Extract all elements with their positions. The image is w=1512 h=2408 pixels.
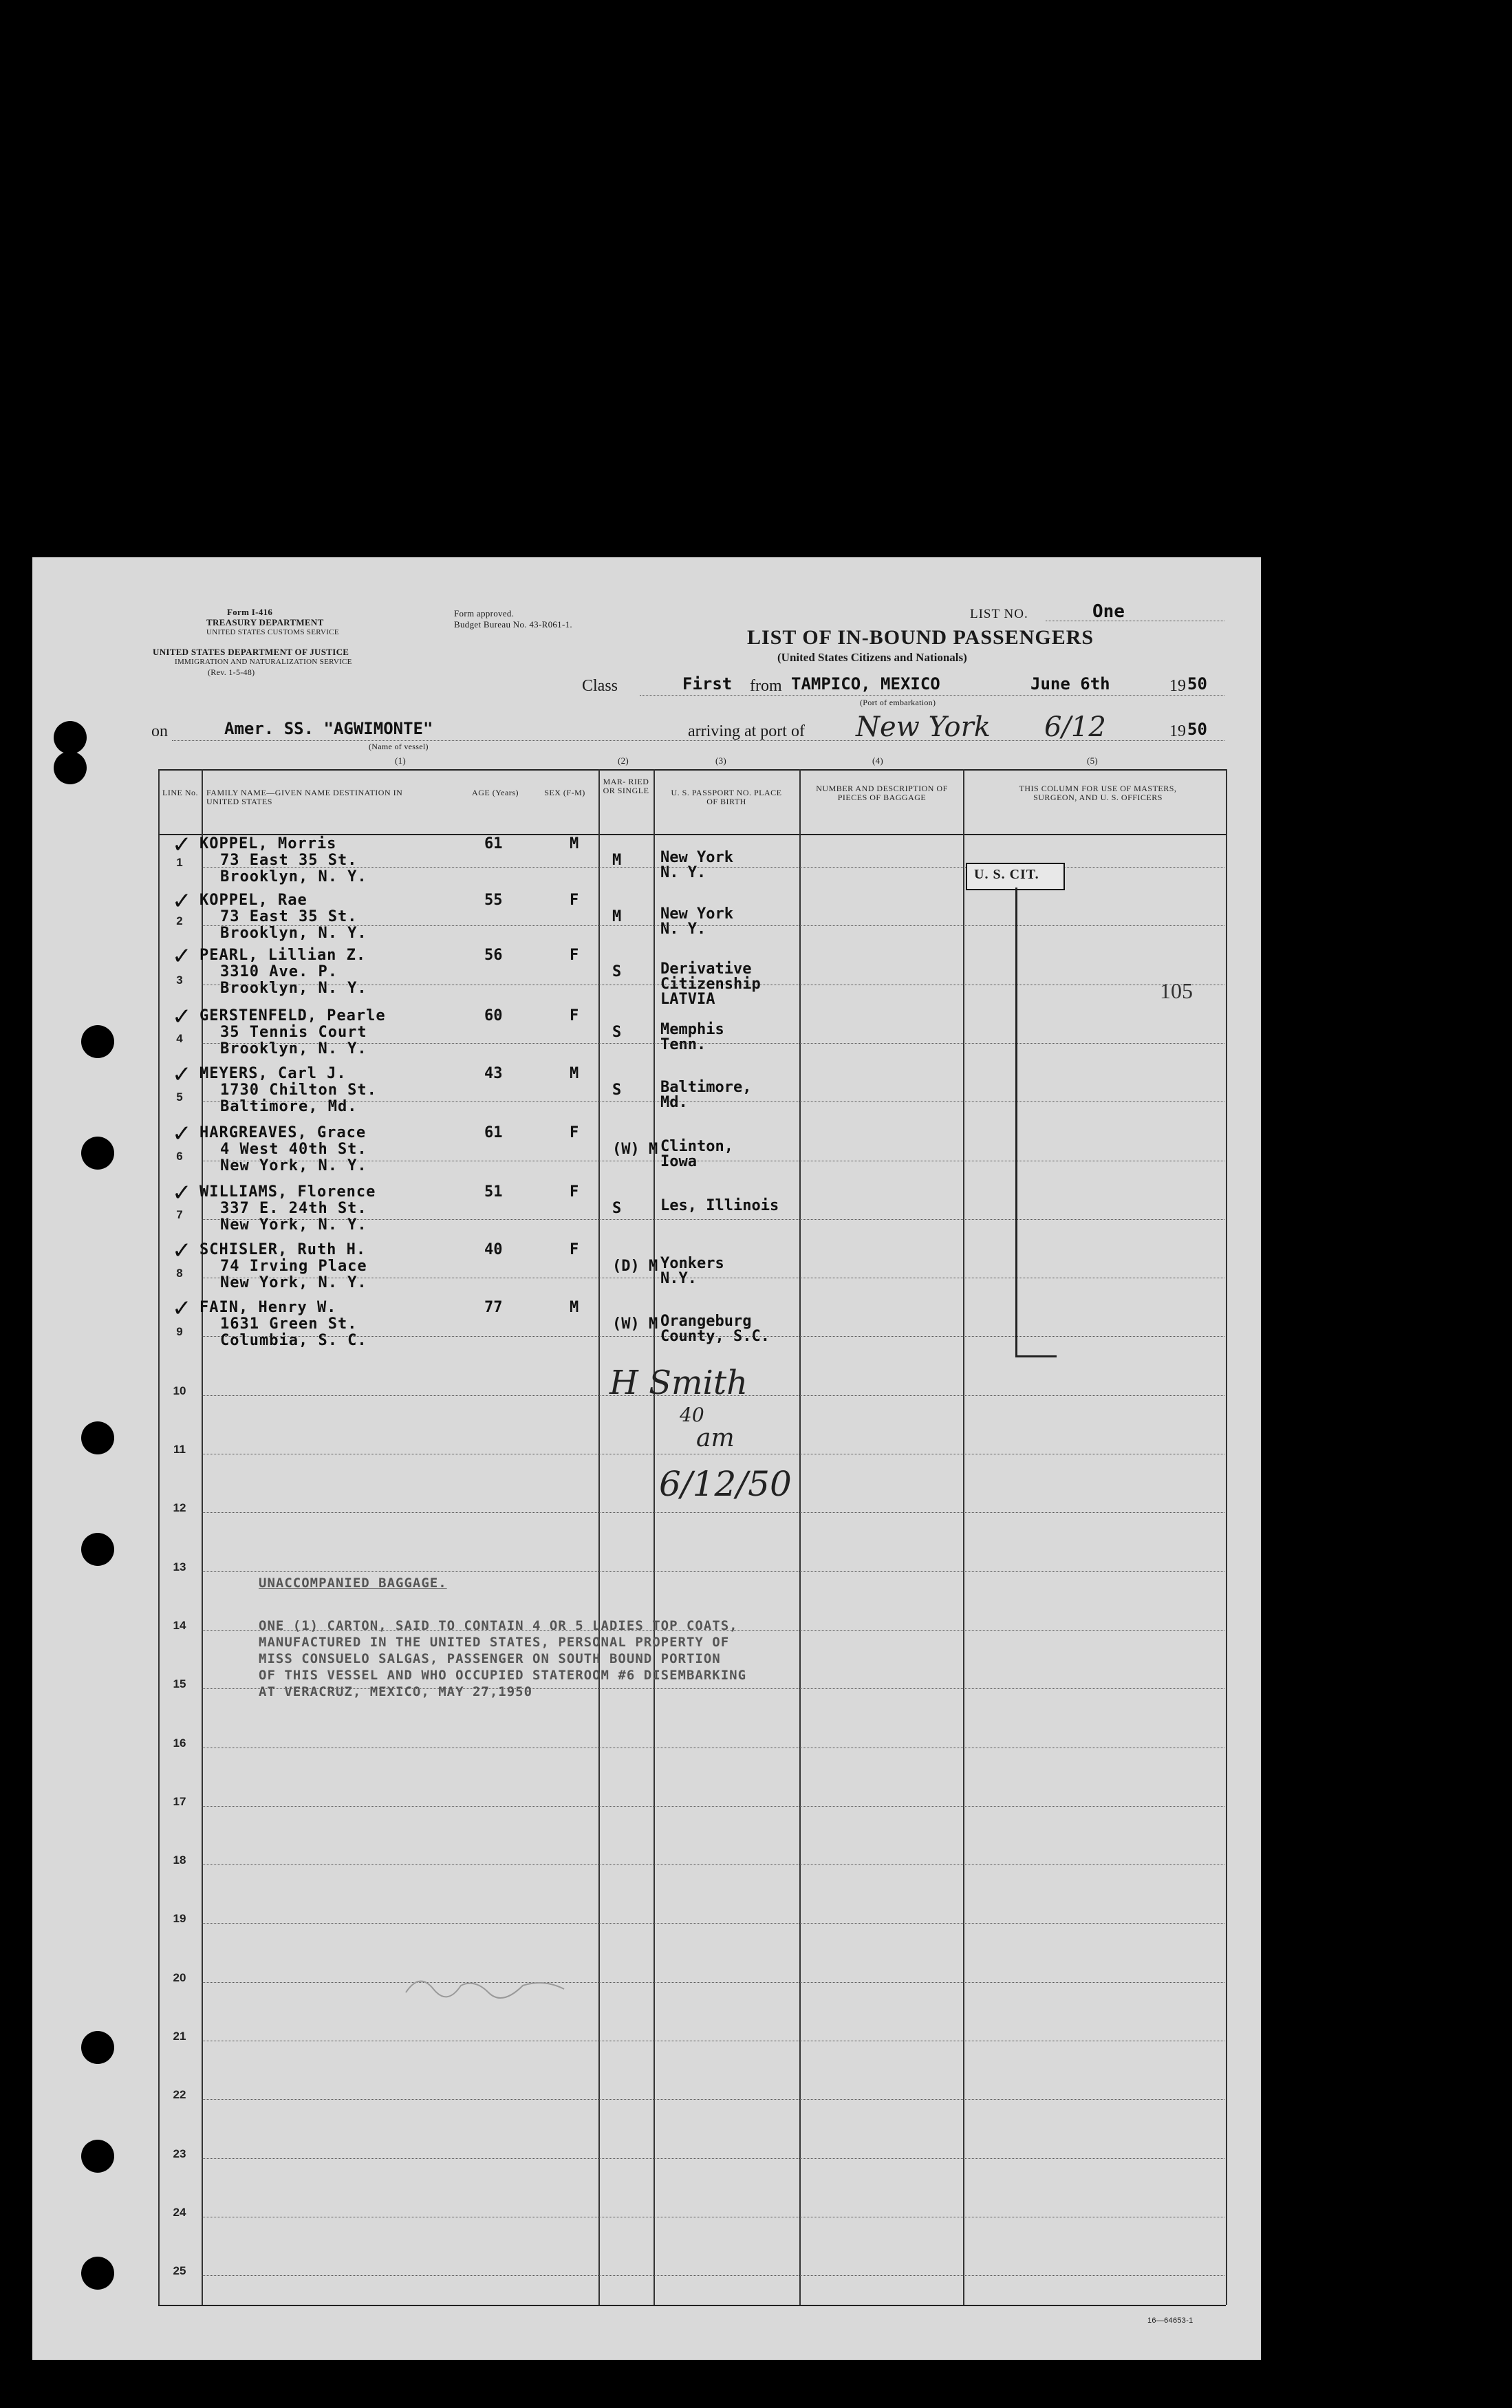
line-number: 15 [173, 1677, 186, 1690]
officer-signature: H Smith [609, 1364, 748, 1402]
col-age: AGE (Years) [472, 788, 519, 797]
baggage-line: OF THIS VESSEL AND WHO OCCUPIED STATEROOM #6 DISEMBARKING [259, 1668, 747, 1683]
arrival-year-prefix: 19 [1169, 722, 1186, 740]
line-number: 14 [173, 1619, 186, 1632]
line-number: 21 [173, 2030, 186, 2043]
row-line [202, 1923, 1224, 1924]
passenger-marital: S [612, 963, 622, 980]
passenger-age: 51 [484, 1183, 503, 1201]
punch-hole [81, 1137, 114, 1170]
passenger-address: 1730 Chilton St. [220, 1082, 377, 1099]
passenger-marital: M [612, 852, 622, 869]
punch-hole [81, 1421, 114, 1454]
passenger-address: 74 Irving Place [220, 1258, 367, 1275]
list-no-value: One [1092, 601, 1125, 622]
passenger-name: HARGREAVES, Grace [199, 1124, 367, 1141]
line-number: 6 [176, 1150, 183, 1163]
line-number: 11 [173, 1443, 186, 1456]
passenger-name: KOPPEL, Rae [199, 892, 307, 909]
passenger-age: 43 [484, 1065, 503, 1082]
form-subtitle: (United States Citizens and Nationals) [777, 651, 967, 664]
line-number: 25 [173, 2264, 186, 2277]
row-line [202, 2275, 1224, 2276]
vessel-name: Amer. SS. "AGWIMONTE" [224, 719, 433, 738]
line-number: 10 [173, 1384, 186, 1397]
col-line-no: LINE No. [162, 788, 198, 797]
row-line [202, 1864, 1224, 1865]
col-name: FAMILY NAME—GIVEN NAME DESTINATION IN UNITED STATES [206, 788, 403, 806]
passenger-age: 60 [484, 1007, 503, 1024]
passenger-address: Brooklyn, N. Y. [220, 1040, 367, 1057]
passenger-sex: M [570, 1299, 579, 1316]
officer-time: 40 [680, 1404, 704, 1426]
row-line [202, 1806, 1224, 1807]
passenger-name: WILLIAMS, Florence [199, 1183, 376, 1201]
line-number: 3 [176, 974, 183, 987]
arrival-port: New York [856, 711, 991, 743]
port-embark-caption: (Port of embarkation) [860, 698, 936, 707]
passenger-birthplace: Memphis [660, 1021, 724, 1038]
passenger-sex: F [570, 1124, 579, 1141]
line-number: 20 [173, 1971, 186, 1984]
passenger-birthplace: Les, Illinois [660, 1197, 779, 1214]
passenger-birthplace: Yonkers [660, 1255, 724, 1272]
line-number: 8 [176, 1267, 183, 1280]
punch-hole [81, 2140, 114, 2173]
budget-bureau: Budget Bureau No. 43-R061-1. [454, 619, 572, 630]
punch-hole [54, 721, 87, 754]
passenger-birthplace: LATVIA [660, 991, 715, 1008]
ins-label: IMMIGRATION AND NATURALIZATION SERVICE [175, 658, 352, 666]
line-number: 12 [173, 1501, 186, 1514]
line-number: 1 [176, 856, 183, 869]
passenger-age: 55 [484, 892, 503, 909]
passenger-sex: F [570, 1007, 579, 1024]
col-num-1: (1) [395, 755, 407, 766]
check-mark: ✓ [172, 1003, 192, 1031]
row-line [202, 2099, 1224, 2100]
baggage-line: MISS CONSUELO SALGAS, PASSENGER ON SOUTH BOUND PORTION [259, 1651, 721, 1666]
line-number: 24 [173, 2206, 186, 2219]
line-number: 7 [176, 1208, 183, 1221]
passenger-birthplace: County, S.C. [660, 1328, 770, 1345]
passenger-address: 73 East 35 St. [220, 852, 358, 869]
list-no-label: LIST NO. [970, 607, 1028, 621]
customs-service: UNITED STATES CUSTOMS SERVICE [206, 628, 339, 636]
col-baggage: NUMBER AND DESCRIPTION OF PIECES OF BAGGAGE [816, 784, 948, 802]
passenger-address: 1631 Green St. [220, 1315, 358, 1333]
col-num-5: (5) [1087, 755, 1099, 766]
col-sex: SEX (F-M) [544, 788, 585, 797]
passenger-age: 77 [484, 1299, 503, 1316]
us-citizen-stamp: U. S. CIT. [974, 867, 1039, 882]
on-label: on [151, 722, 168, 740]
passenger-address: New York, N. Y. [220, 1157, 367, 1174]
line-number: 19 [173, 1912, 186, 1925]
punch-hole [81, 1025, 114, 1058]
baggage-line: AT VERACRUZ, MEXICO, MAY 27,1950 [259, 1684, 533, 1699]
form-title: LIST OF IN-BOUND PASSENGERS [747, 626, 1094, 649]
faint-signature [399, 1965, 592, 2006]
passenger-birthplace: Orangeburg [660, 1313, 752, 1330]
col-num-2: (2) [618, 755, 629, 766]
passenger-birthplace: N.Y. [660, 1270, 697, 1287]
line-number: 13 [173, 1560, 186, 1573]
passenger-address: Brooklyn, N. Y. [220, 868, 367, 885]
passenger-address: 3310 Ave. P. [220, 963, 338, 980]
baggage-title: UNACCOMPANIED BAGGAGE. [259, 1576, 447, 1591]
line-number: 18 [173, 1853, 186, 1867]
form-sheet [32, 557, 1261, 2360]
passenger-sex: M [570, 1065, 579, 1082]
col-num-4: (4) [872, 755, 884, 766]
passenger-birthplace: Md. [660, 1094, 688, 1111]
passenger-marital: S [612, 1200, 622, 1217]
revision: (Rev. 1-5-48) [208, 667, 255, 677]
passenger-name: FAIN, Henry W. [199, 1299, 337, 1316]
passenger-name: PEARL, Lillian Z. [199, 947, 367, 964]
check-mark: ✓ [172, 1120, 192, 1148]
passenger-age: 56 [484, 947, 503, 964]
passenger-name: MEYERS, Carl J. [199, 1065, 347, 1082]
passenger-address: New York, N. Y. [220, 1274, 367, 1291]
row-line [202, 1982, 1224, 1983]
form-approved: Form approved. [454, 608, 515, 619]
check-mark: ✓ [172, 1295, 192, 1322]
col-officers: THIS COLUMN FOR USE OF MASTERS, SURGEON, AND U. S. OFFICERS [1019, 784, 1177, 802]
passenger-sex: F [570, 947, 579, 964]
check-mark: ✓ [172, 888, 192, 915]
passenger-birthplace: Clinton, [660, 1138, 733, 1155]
passenger-address: 4 West 40th St. [220, 1141, 367, 1158]
passenger-address: 35 Tennis Court [220, 1024, 367, 1041]
row-line [202, 1512, 1224, 1513]
treasury-department: TREASURY DEPARTMENT [206, 617, 324, 627]
passenger-age: 61 [484, 835, 503, 852]
punch-hole [81, 1533, 114, 1566]
form-number: Form I-416 [227, 607, 273, 617]
arriving-label: arriving at port of [688, 722, 805, 740]
passenger-name: GERSTENFELD, Pearle [199, 1007, 386, 1024]
passenger-address: Brooklyn, N. Y. [220, 925, 367, 942]
line-number: 2 [176, 914, 183, 927]
passenger-sex: F [570, 892, 579, 909]
passenger-sex: M [570, 835, 579, 852]
check-mark: ✓ [172, 1061, 192, 1088]
line-number: 4 [176, 1032, 183, 1045]
embark-date: June 6th [1030, 674, 1110, 694]
passenger-age: 61 [484, 1124, 503, 1141]
row-line [202, 1571, 1224, 1572]
passenger-birthplace: New York [660, 849, 733, 866]
officer-ampm: am [696, 1424, 735, 1452]
passenger-marital: S [612, 1082, 622, 1099]
class-value: First [682, 674, 733, 694]
baggage-line: MANUFACTURED IN THE UNITED STATES, PERSONAL PROPERTY OF [259, 1635, 730, 1650]
passenger-marital: (W) M [612, 1315, 658, 1333]
baggage-line: ONE (1) CARTON, SAID TO CONTAIN 4 OR 5 LADIES TOP COATS, [259, 1618, 738, 1633]
punch-hole [54, 751, 87, 784]
passenger-age: 40 [484, 1241, 503, 1258]
passenger-count: 105 [1160, 978, 1193, 1003]
line-number: 9 [176, 1325, 183, 1338]
passenger-address: 73 East 35 St. [220, 908, 358, 925]
arrival-date: 6/12 [1044, 711, 1106, 743]
col-married: MAR- RIED OR SINGLE [603, 777, 649, 795]
col-num-3: (3) [715, 755, 727, 766]
passenger-address: 337 E. 24th St. [220, 1200, 367, 1217]
passenger-birthplace: Baltimore, [660, 1079, 752, 1096]
port-embarkation: TAMPICO, MEXICO [791, 674, 940, 694]
line-number: 5 [176, 1090, 183, 1104]
from-label: from [750, 677, 782, 695]
passenger-sex: F [570, 1241, 579, 1258]
passenger-address: Baltimore, Md. [220, 1098, 358, 1115]
officer-date: 6/12/50 [659, 1464, 792, 1504]
line-number: 17 [173, 1795, 186, 1808]
footer-code: 16—64653-1 [1147, 2316, 1194, 2325]
passenger-marital: (W) M [612, 1141, 658, 1158]
passenger-birthplace: Iowa [660, 1153, 697, 1170]
passenger-birthplace: N. Y. [660, 864, 706, 881]
check-mark: ✓ [172, 831, 192, 859]
passenger-birthplace: New York [660, 905, 733, 923]
passenger-address: New York, N. Y. [220, 1216, 367, 1234]
row-line [202, 2158, 1224, 2159]
year-value: 50 [1187, 674, 1207, 694]
passenger-address: Columbia, S. C. [220, 1332, 367, 1349]
passenger-birthplace: Derivative [660, 960, 752, 978]
passenger-name: SCHISLER, Ruth H. [199, 1241, 367, 1258]
arrival-year-value: 50 [1187, 720, 1207, 739]
passenger-sex: F [570, 1183, 579, 1201]
passenger-marital: S [612, 1024, 622, 1041]
year-prefix: 19 [1169, 677, 1186, 695]
passenger-address: Brooklyn, N. Y. [220, 980, 367, 997]
col-passport: U. S. PASSPORT NO. PLACE OF BIRTH [671, 788, 782, 806]
passenger-birthplace: Tenn. [660, 1036, 706, 1053]
vessel-caption: (Name of vessel) [369, 742, 429, 751]
check-mark: ✓ [172, 1237, 192, 1265]
passenger-marital: M [612, 908, 622, 925]
passenger-marital: (D) M [612, 1258, 658, 1275]
passenger-birthplace: N. Y. [660, 921, 706, 938]
punch-hole [81, 2257, 114, 2290]
line-number: 16 [173, 1737, 186, 1750]
justice-department: UNITED STATES DEPARTMENT OF JUSTICE [153, 647, 349, 657]
line-number: 22 [173, 2088, 186, 2101]
class-label: Class [582, 677, 618, 695]
punch-hole [81, 2031, 114, 2064]
check-mark: ✓ [172, 943, 192, 970]
passenger-name: KOPPEL, Morris [199, 835, 337, 852]
passenger-birthplace: Citizenship [660, 976, 761, 993]
line-number: 23 [173, 2147, 186, 2160]
check-mark: ✓ [172, 1179, 192, 1207]
